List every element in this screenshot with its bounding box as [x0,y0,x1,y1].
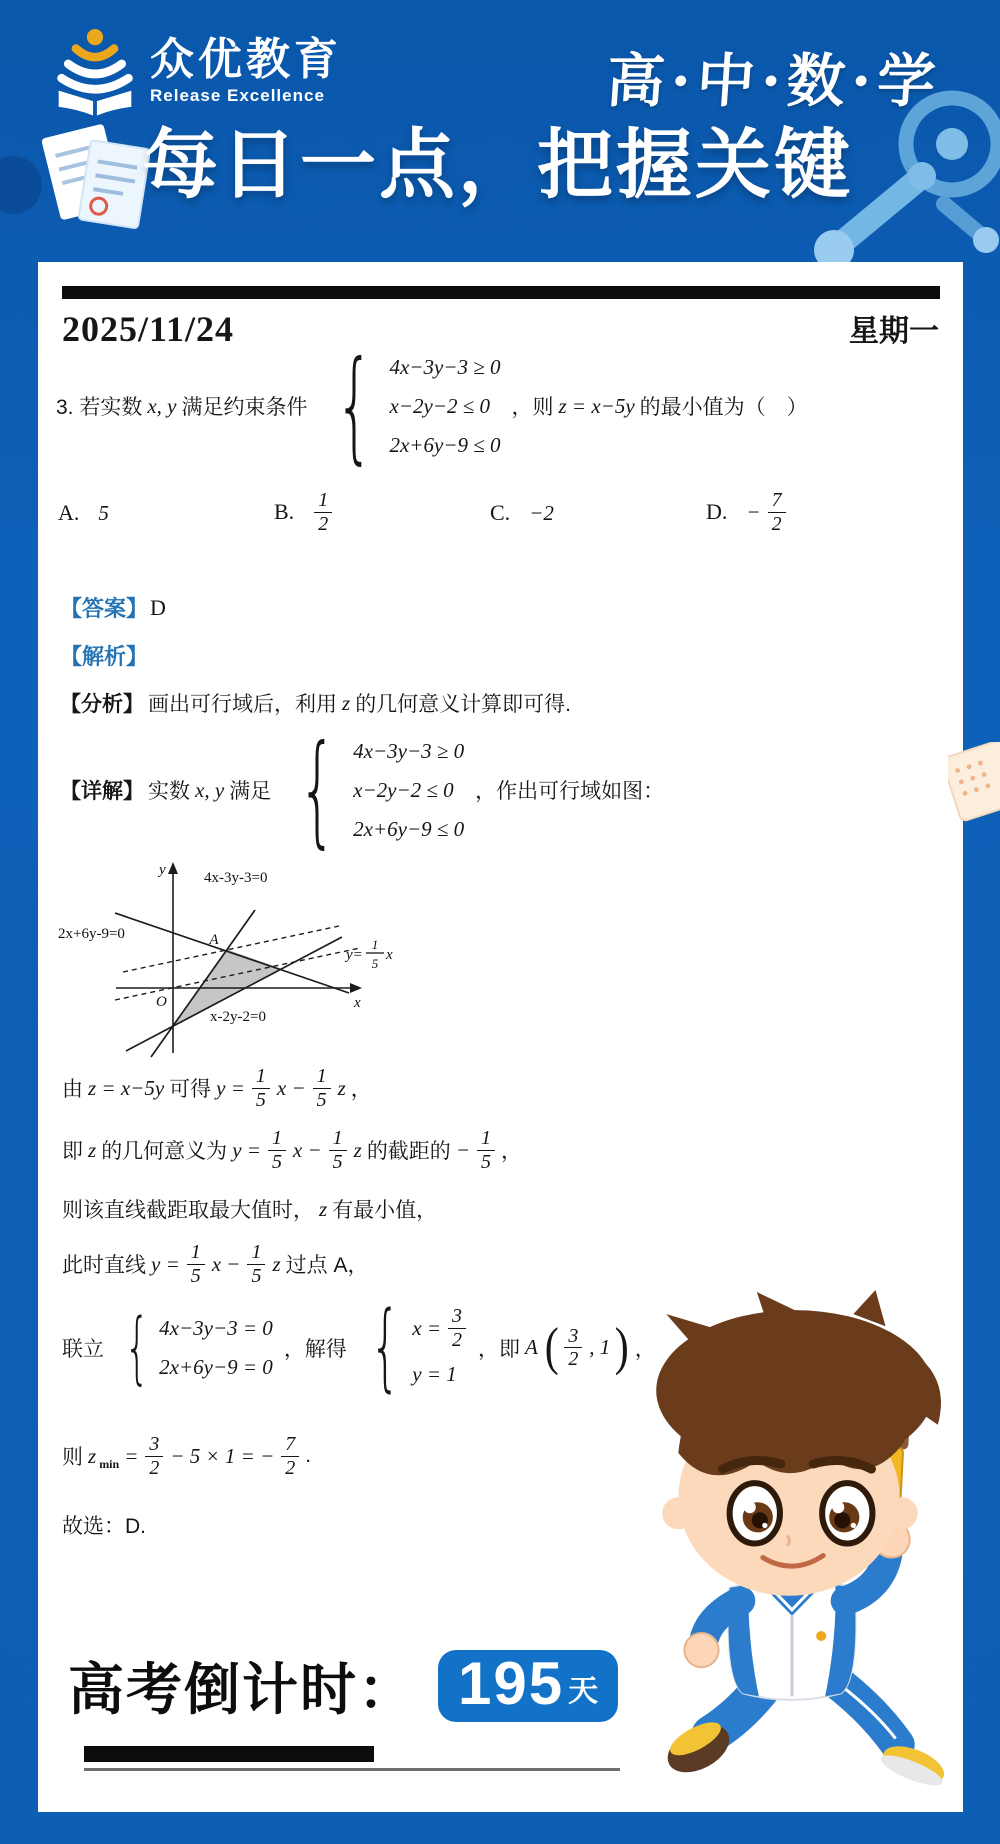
dashed-line-label-den: 5 [371,956,379,971]
solution-line-4: 此时直线 y = $\frac{1}{5}$ x − $\frac{1}{5}$ z 过点 A， [62,1241,369,1287]
dashed-line-label-prefix: y= [346,947,363,963]
analysis-text: 画出可行域后，利用 z 的几何意义计算即可得. [148,690,572,716]
answer-label: 【答案】 [60,596,149,621]
analysis-line [60,688,573,718]
line2-equation-label: 2x+6y-9=0 [58,926,125,942]
option-c-label: C. [490,500,511,525]
dashed-line-label-num: 1 [371,937,379,952]
top-divider-bar [62,286,940,299]
option-a-label: A. [58,500,80,525]
option-a-value: 5 [98,500,109,525]
analysis-header-label: 【解析】 [60,644,149,669]
brand-logo-block [52,26,342,118]
point-a-label: A [209,932,219,948]
countdown-block [68,1646,618,1726]
content-card [38,262,963,1812]
countdown-label: 高考倒计时： [68,1658,416,1721]
option-b [274,490,336,535]
solution-line-5: 联立 { 4x−3y−3 = 0 2x+6y−9 = 0 ，解得 { x = $\frac{3}{2}$ y = 1 ，即 A ( $\frac{3}{2}$ , 1 ) ， [62,1292,656,1403]
solution-line-7: 故选：D. [62,1515,146,1538]
origin-label: O [156,994,167,1010]
brand-logo-icon [52,26,138,118]
circle-decoration [0,156,42,214]
solution-line-1: 由 z = x−5y 可得 y = $\frac{1}{5}$ x − $\frac{1}{5}$ z ， [62,1065,372,1111]
detail-text: 实数 x, y 满足 { 4x−3y−3 ≥ 0 x−2y−2 ≤ 0 2x+6y−9 ≤ 0 ，作出可行域如图： [148,718,665,860]
paper-corner-decoration [948,742,1000,827]
answer-line [60,592,166,623]
feasible-region-graph [58,858,458,1063]
option-c-value: −2 [529,500,554,525]
countdown-unit: 天 [568,1675,599,1708]
brand-slogan: Release Excellence [150,86,325,105]
date-label: 2025/11/24 [62,309,235,349]
solution-line-6: 则 z min = $\frac{3}{2}$ − 5 × 1 = − $\frac{7}{2}$ . [62,1433,312,1479]
countdown-days-pill [438,1650,618,1722]
detail-label: 【详解】 [60,780,144,803]
analysis-header [60,640,150,671]
analysis-label: 【分析】 [60,693,144,716]
solution-line-2: 即 z 的几何意义为 y = $\frac{1}{5}$ x − $\frac{1}{5}$ z 的截距的 − $\frac{1}{5}$ ， [62,1127,522,1173]
problem-statement: 3. 若实数 x, y 满足约束条件 { 4x−3y−3 ≥ 0 x−2y−2 ≤ 0 2x+6y−9 ≤ 0 ，则 z = x−5y 的最小值为（ ） [56,334,808,476]
mascot-illustration [616,1284,968,1817]
countdown-days: 195 [458,1650,565,1717]
y-axis-label: y [159,862,166,878]
date-row [62,306,939,350]
dashed-line-label-suffix: x [386,947,393,963]
brand-name: 众优教育 [150,35,342,84]
x-axis-arrow [350,983,362,993]
option-d [706,490,790,535]
option-c [490,500,557,526]
papers-icon [42,116,150,239]
x-axis-label: x [354,995,361,1011]
option-a [58,500,112,526]
option-d-label: D. [706,499,728,525]
answer-value: D [150,594,166,620]
option-b-value: $\frac{1}{2}$ [310,490,336,535]
solution-line-3: 则该直线截距取最大值时， z 有最小值， [62,1196,438,1222]
y-axis-arrow [168,862,178,874]
page-title: 每日一点，把握关键 [142,123,853,208]
option-d-value: − $\frac{7}{2}$ [743,490,789,535]
weekday-label: 星期一 [849,315,939,348]
subject-banner: 高·中·数·学 [604,47,945,115]
line1-equation-label: 4x-3y-3=0 [204,870,268,886]
line3-equation-label: x-2y-2=0 [210,1009,266,1025]
countdown-underline-bar [84,1746,374,1762]
detail-line [60,718,666,860]
option-b-label: B. [274,499,295,525]
countdown-underline-thin [84,1768,620,1771]
